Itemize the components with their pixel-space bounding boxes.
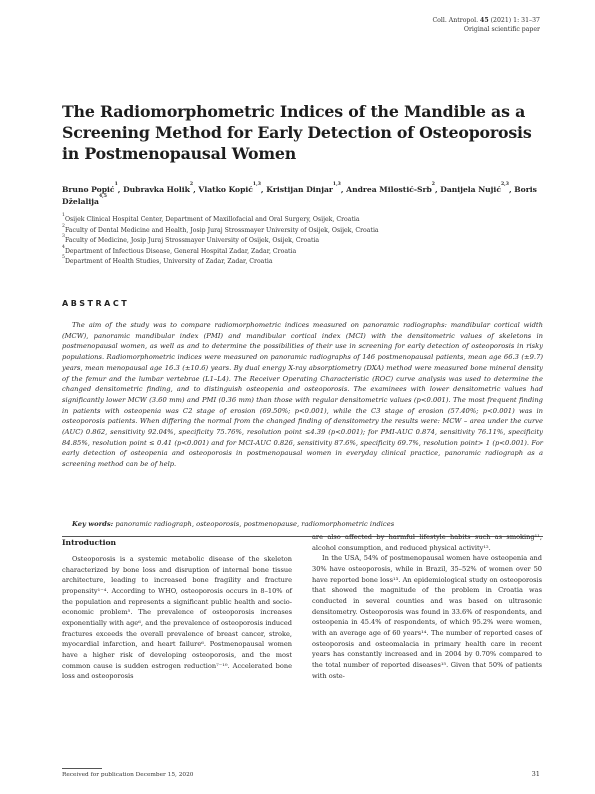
- author-3: Vlatko Kopić$^{1,3}$: [198, 182, 261, 194]
- journal-header: [432, 16, 540, 34]
- author-6: Danijela Nujić$^{2,3}$: [440, 182, 509, 194]
- introduction-paragraph-2: are also affected by harmful lifestyle habits such as smoking¹¹, alcohol consumption, and reduced physical activity¹².: [312, 533, 542, 552]
- article-type: Original scientific paper: [463, 26, 540, 33]
- introduction-paragraph-3: In the USA, 54% of postmenopausal women have osteopenia and 30% have osteoporosis, while in Brazil, 35–52% of women over 50 have reported bone loss¹³. An epidemiological study on osteoporosis that showed the magnitude of the problem in Croatia was conducted in several counties and was based on ultrasonic densitometry. Osteoporosis was found in 33.6% of respondents, and osteopenia in 45.4% of respondents, of which 95.2% were women, with an average age of 60 years¹⁴. The number of reported cases of osteoporosis and osteomalacia in primary health care in recent years has constantly increased and in 2004 by 0.70% compared to the total number of reported diseases¹⁵. Given that 50% of patients with oste-: [312, 554, 542, 680]
- author-2: Dubravka Holik$^2$: [123, 182, 194, 194]
- affiliation-item: $^4$Department of Infectious Disease, General Hospital Zadar, Zadar, Croatia: [62, 244, 297, 255]
- received-date-footnote: Received for publication December 15, 2020: [62, 772, 194, 778]
- page-number: 31: [531, 770, 540, 778]
- keywords-label: Key words:: [72, 520, 114, 528]
- keywords: [72, 519, 542, 529]
- affiliation-item: $^1$Osijek Clinical Hospital Center, Department of Maxillofacial and Oral Surgery, Osijek, Croatia: [62, 213, 360, 223]
- footnote-divider: [62, 768, 102, 769]
- journal-pages: (2021) 1: 31–37: [488, 17, 540, 24]
- affiliation-list: [62, 215, 542, 268]
- journal-citation: [432, 16, 540, 25]
- keywords-text: panoramic radiograph, osteoporosis, postmenopause, radiomorphometric indices: [113, 520, 395, 528]
- affiliation-item: $^5$Department of Health Studies, University of Zadar, Zadar, Croatia: [62, 255, 273, 266]
- affiliation-item: $^2$Faculty of Dental Medicine and Health, Josip Juraj Strossmayer University of Osijek, Osijek, Croatia: [62, 223, 379, 234]
- author-5: Andrea Milostić-Srb$^2$: [346, 182, 435, 194]
- author-1: Bruno Popić$^1$: [62, 182, 118, 194]
- journal-volume: 45: [480, 17, 489, 24]
- journal-name: Coll. Antropol.: [432, 17, 481, 24]
- affiliation-item: $^3$Faculty of Medicine, Josip Juraj Strossmayer University of Osijek, Osijek, Croatia: [62, 234, 320, 245]
- abstract-text: The aim of the study was to compare radiomorphometric indices measured on panoramic radiographs: mandibular cortical width (MCW), panoramic mandibular index (PMI) and mandibular cortical index (MCI) with the densitometric values of skeletons in postmenopausal women, as well as and to determine the possibilities of their use in screening for early detection of osteoporosis in risky populations. Radiomorphometric indices were measured on panoramic radiographs of 146 postmenopausal patients, mean age 66.3 (±9.7) years, mean menopausal age 16.3 (±10.6) years. By dual energy X-ray absorptiometry (DXA) method were measured bone mineral density of the femur and the lumbar vertebrae (L1–L4). The Receiver Operating Characteristic (ROC) curve analysis was used to determine the changed densitometric finding, and to distinguish osteopenia and osteoporosis. The examinees with lower densitometric values had significantly lower MCW (3.60 mm) and PMI (0.36 mm) than those with regular densitometric values (p<0.001). The most frequent finding in patients with osteopenia was C2 stage of erosion (69.50%; p<0.001), while the C3 stage of erosion (57.40%; p<0.001) was in osteoporosis patients. When differing the normal from the changed finding of densitometry the results were: MCW – area under the curve (AUC) 0.862, sensitivity 92.04%, specificity 75.76%, resolution point ≤4.39 (p<0.001); for PMI-AUC 0.874, sensitivity 76.11%, specificity 84.85%, resolution point ≤ 0.41 (p<0.001) and for MCI-AUC 0.826, sensitivity 87.6%, specificity 69.7%, resolution point> 1 (p<0.001). For early detection of osteopenia and osteoporosis in postmenopausal women in everyday clinical practice, panoramic radiograph as a screening method can be of help.: [62, 321, 543, 469]
- author-4: Kristijan Dinjar$^{1,3}$: [266, 182, 341, 194]
- abstract-heading: ABSTRACT: [62, 299, 130, 308]
- introduction-heading: Introduction: [62, 538, 117, 547]
- author-7: Boris Dželalija$^{4,5}$: [62, 185, 537, 206]
- author-list: Bruno Popić$^1$, Dubravka Holik$^2$, Vlatko Kopić$^{1,3}$, Kristijan Dinjar$^{1,3}$, Andrea Milostić-Srb$^2$, Danijela Nujić$^{2,3}$, Boris Dželalija$^{4,5}$: [62, 182, 537, 206]
- right-column: [312, 532, 542, 681]
- introduction-paragraph-1: Osteoporosis is a systemic metabolic disease of the skeleton characterized by bone loss and disruption of internal bone tissue architecture, leading to increased bone fragility and fracture propensity¹⁻⁴. According to WHO, osteoporosis occurs in 8–10% of the population and represents a significant public health and socio-economic problem⁵. The prevalence of osteoporosis increases exponentially with age⁶, and the prevalence of osteoporosis induced fractures exceeds the overall prevalence of breast cancer, stroke, myocardial infarction, and heart failure⁶. Postmenopausal women have a higher risk of developing osteoporosis, and the most common cause is sudden estrogen reduction⁷⁻¹⁰. Accelerated bone loss and osteoporosis: [62, 555, 292, 681]
- paper-title: The Radiomorphometric Indices of the Mandible as a Screening Method for Early Detection of Osteoporosis in Postmenopausal Women: [62, 102, 532, 163]
